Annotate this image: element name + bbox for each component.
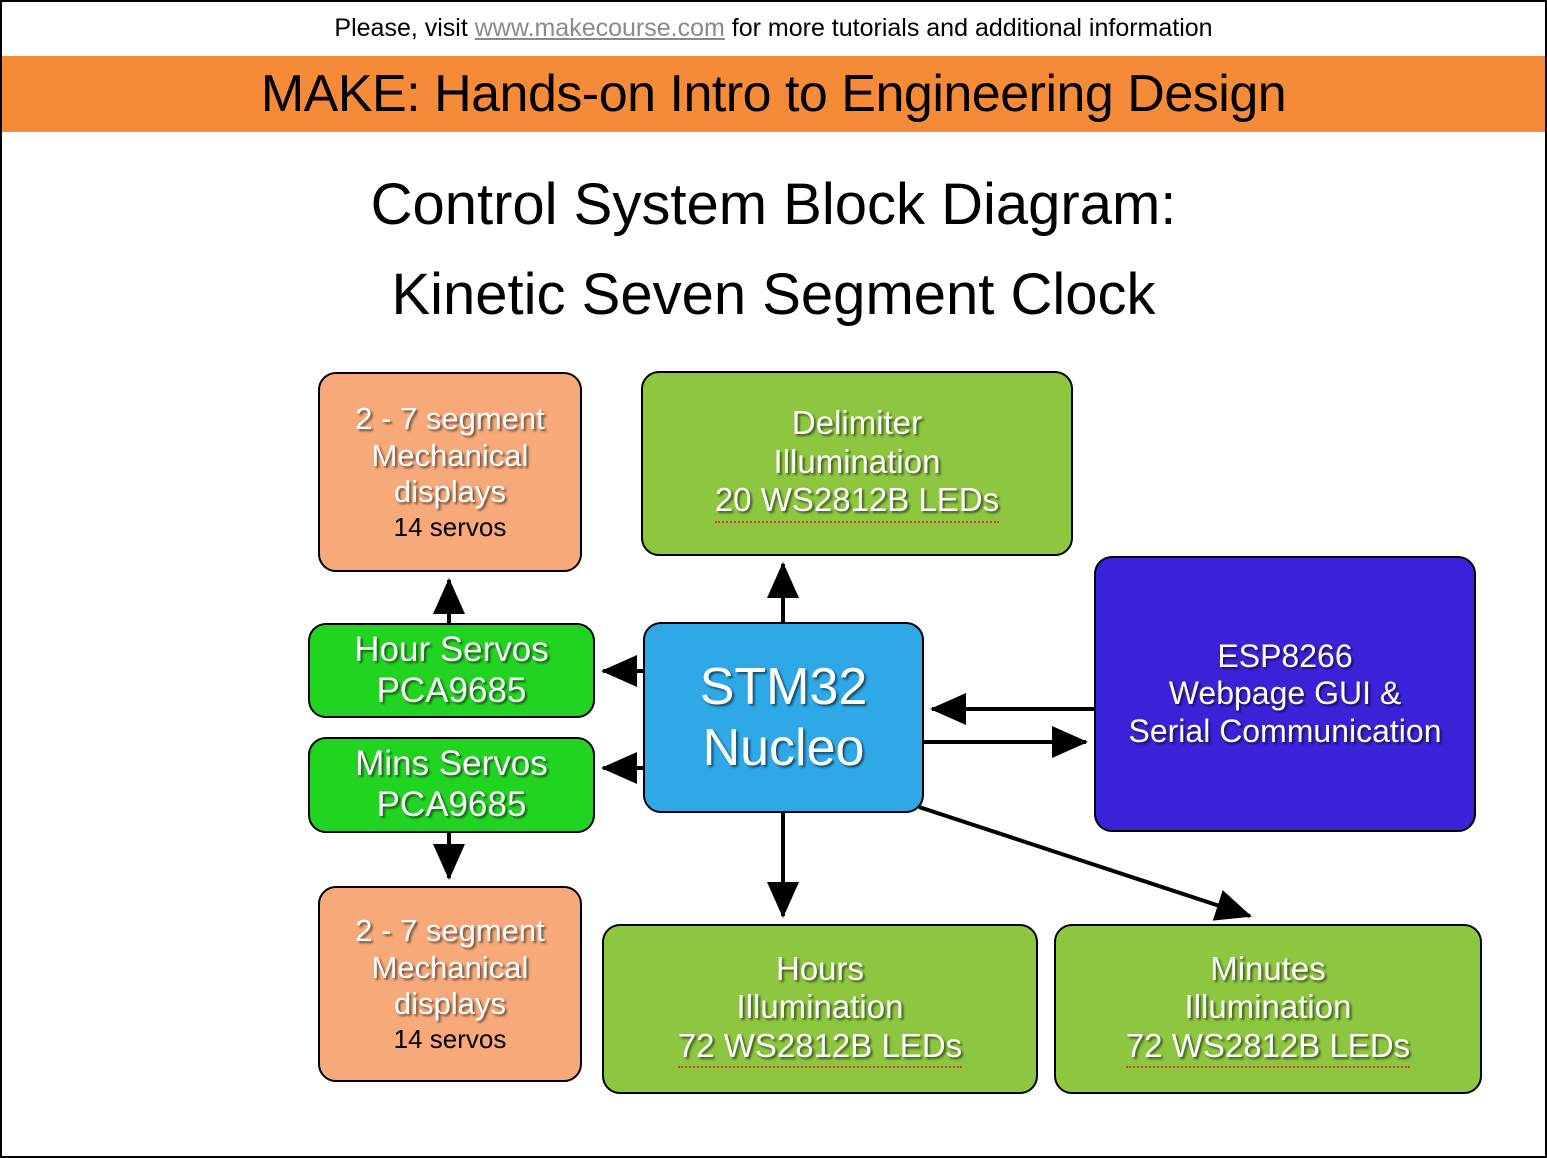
delimiter-line1: Delimiter xyxy=(791,404,923,442)
esp-line3: Serial Communication xyxy=(1128,712,1442,749)
hour-servos-driver: PCA9685 xyxy=(376,670,527,710)
visit-suffix: for more tutorials and additional information xyxy=(724,13,1213,42)
slide-heading xyxy=(2,160,1545,340)
block-hour-servos[interactable] xyxy=(308,623,595,718)
block-mins-servos[interactable] xyxy=(308,737,595,833)
block-hours-illumination[interactable] xyxy=(602,924,1038,1094)
minutes-line1: Minutes xyxy=(1210,949,1326,987)
bottom-display-line2: Mechanical xyxy=(371,949,529,985)
slide-heading-line2: Kinetic Seven Segment Clock xyxy=(391,261,1156,327)
block-top-mechanical-displays[interactable] xyxy=(318,372,582,572)
bottom-display-servo-count: 14 servos xyxy=(393,1024,507,1055)
bottom-display-line3: displays xyxy=(394,985,506,1021)
esp-line1: ESP8266 xyxy=(1217,637,1353,674)
bottom-display-line1: 2 - 7 segment xyxy=(355,913,545,949)
esp-line2: Webpage GUI & xyxy=(1168,675,1402,712)
top-display-servo-count: 14 servos xyxy=(393,512,507,543)
stm32-line2: Nucleo xyxy=(702,718,865,777)
minutes-line2: Illumination xyxy=(1184,988,1352,1026)
visit-prefix: Please, visit xyxy=(334,13,475,42)
top-display-line3: displays xyxy=(394,473,506,509)
block-bottom-mechanical-displays[interactable] xyxy=(318,886,582,1082)
top-display-line2: Mechanical xyxy=(371,437,529,473)
mins-servos-line1: Mins Servos xyxy=(355,744,548,784)
stm32-line1: STM32 xyxy=(699,657,868,716)
block-stm32-nucleo[interactable] xyxy=(643,622,924,813)
hours-line2: Illumination xyxy=(736,988,904,1026)
visit-notice xyxy=(2,2,1545,54)
block-esp8266[interactable] xyxy=(1094,556,1476,832)
block-delimiter-illumination[interactable] xyxy=(641,371,1073,556)
hour-servos-line1: Hour Servos xyxy=(354,629,549,669)
delimiter-line2: Illumination xyxy=(773,442,941,480)
slide-heading-line1: Control System Block Diagram: xyxy=(370,172,1177,237)
top-display-line1: 2 - 7 segment xyxy=(355,401,545,437)
hours-line1: Hours xyxy=(775,949,865,987)
course-title-banner xyxy=(2,56,1545,132)
block-minutes-illumination[interactable] xyxy=(1054,924,1482,1094)
hours-led-count: 72 WS2812B LEDs xyxy=(678,1027,962,1069)
minutes-led-count: 72 WS2812B LEDs xyxy=(1126,1027,1410,1069)
makecourse-link[interactable]: www.makecourse.com xyxy=(474,13,725,42)
course-title: MAKE: Hands-on Intro to Engineering Design xyxy=(260,65,1287,123)
mins-servos-driver: PCA9685 xyxy=(376,785,527,824)
delimiter-led-count: 20 WS2812B LEDs xyxy=(715,481,999,523)
